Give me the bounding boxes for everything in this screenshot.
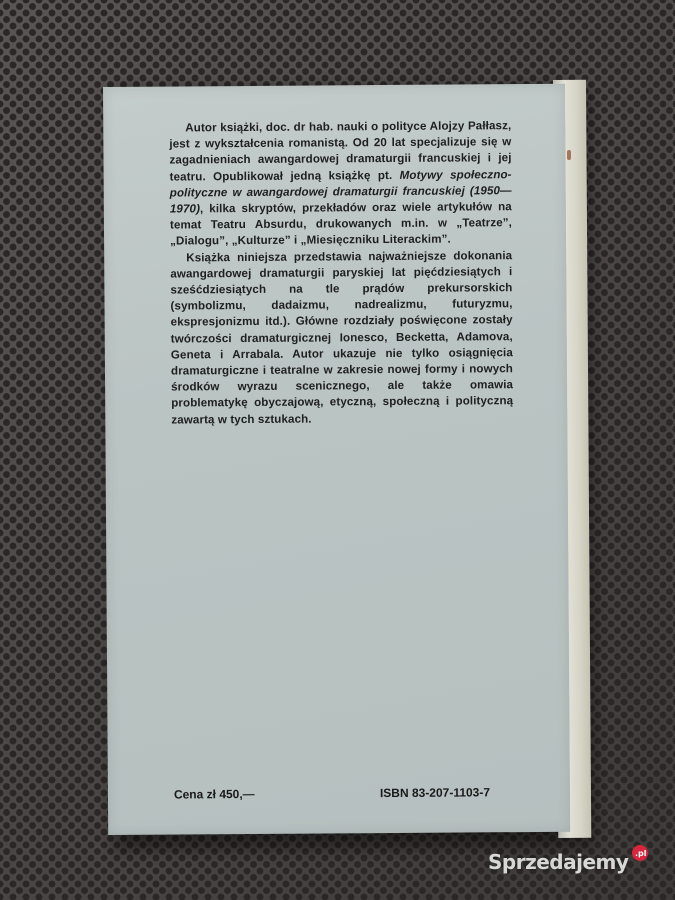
- page-edge-mark: [567, 150, 571, 160]
- watermark-badge-text: .pl: [635, 849, 647, 858]
- book-back-cover: [103, 84, 570, 835]
- blurb-p1-intro: Autor książki, doc. dr hab. nauki o polityce Alojzy Pałłasz, jest z wykształcenia romanistą. Od 20 lat specjalizuje się w zagadnieniach awangardowej dramaturgii francuskiej i jej teatru. Opublikował jedną książkę pt.: [169, 119, 512, 184]
- blurb-book-title: Motywy społeczno-polityczne w awangardowej dramaturgii francuskiej (1950—1970): [169, 167, 512, 216]
- isbn-label: ISBN 83-207-1103-7: [379, 785, 491, 801]
- blurb-paragraph-book: Książka niniejsza przedstawia najważniejsze dokonania awangardowej dramaturgii paryskiej lat pięćdziesiątych i sześćdziesiątych na tle prądów prekursorskich (symbolizmu, dadaizmu, nadrealizmu, futuryzmu, ekspresjonizmu itd.). Główne rozdziały poświęcone zostały twórczości dramaturgicznej Ionesco, Becketta, Adamova, Geneta i Arrabala. Autor ukazuje nie tylko osiągnięcia dramaturgiczne i teatralne w zakresie nowej formy i nowych środków wyrazu scenicznego, ale także omawia problematykę obyczajową, etyczną, społeczną i polityczną zawartą w tych sztukach.: [170, 248, 514, 427]
- price-label: Cena zł 450,—: [173, 786, 255, 802]
- blurb-text: [169, 118, 513, 428]
- blurb-p1-rest: , kilka skryptów, przekładów oraz wiele artykułów na temat Teatru Absurdu, drukowanych m.in. w „Teatrze”, „Dialogu”, „Kulturze” i „Miesięczniku Literackim”.: [169, 200, 513, 248]
- blurb-paragraph-author: [169, 118, 512, 250]
- watermark-logo: Sprzedajemy: [488, 850, 629, 874]
